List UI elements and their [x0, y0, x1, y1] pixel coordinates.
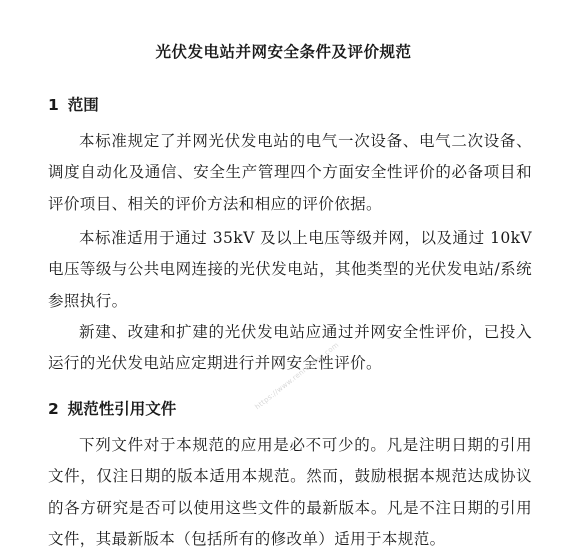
section-heading-scope — [48, 93, 99, 115]
section-heading-normative-references — [48, 397, 176, 419]
section-number: 1 — [48, 96, 59, 114]
document-title: 光伏发电站并网安全条件及评价规范 — [155, 43, 412, 61]
section-number: 2 — [48, 400, 59, 418]
paragraph-scope-1: 本标准规定了并网光伏发电站的电气一次设备、电气二次设备、调度自动化及通信、安全生产管理四个方面安全性评价的必备项目和评价项目、相关的评价方法和相应的评价依据。 — [48, 132, 532, 213]
section-title: 规范性引用文件 — [67, 400, 177, 418]
watermark: https://www.renrendoc.com — [253, 340, 341, 412]
paragraph-scope-3: 新建、改建和扩建的光伏发电站应通过并网安全性评价，已投入运行的光伏发电站应定期进行并网安全性评价。 — [48, 323, 532, 373]
paragraph-references-1: 下列文件对于本规范的应用是必不可少的。凡是注明日期的引用文件，仅注日期的版本适用本规范。然而，鼓励根据本规范达成协议的各方研究是否可以使用这些文件的最新版本。凡是不注日期的引用文件，其最新版本（包括所有的修改单）适用于本规范。 — [48, 436, 532, 548]
paragraph-scope-2: 本标准适用于通过 35kV 及以上电压等级并网，以及通过 10kV 电压等级与公共电网连接的光伏发电站，其他类型的光伏发电站/系统参照执行。 — [48, 229, 532, 310]
section-title: 范围 — [67, 96, 99, 114]
